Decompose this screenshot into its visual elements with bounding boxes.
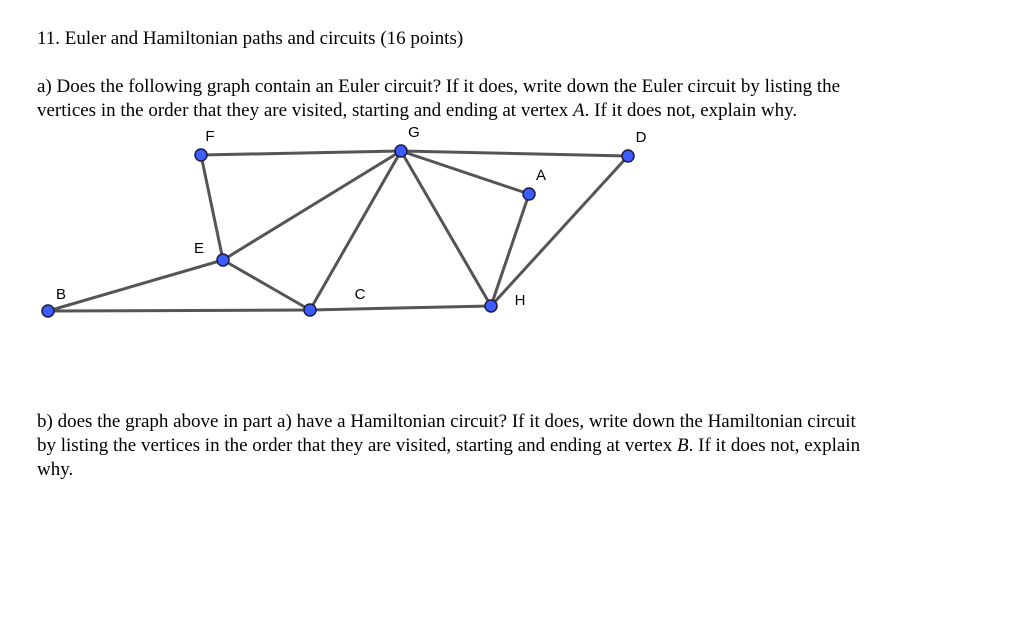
vertex-a — [523, 188, 535, 200]
part-a-start-vertex: A — [573, 100, 585, 121]
vertex-label-h: H — [514, 292, 526, 309]
question-title: 11. Euler and Hamiltonian paths and circuits (16 points) — [37, 28, 464, 49]
part-b-line-2-start: by listing the vertices in the order that they are visited, starting and ending at vertex — [37, 435, 678, 456]
part-a-line-2-end: . If it does not, explain why. — [584, 100, 798, 121]
vertex-f — [195, 149, 207, 161]
part-b-line-2 — [37, 434, 977, 458]
edge-g-d — [401, 151, 628, 156]
vertex-label-a: A — [535, 167, 547, 184]
edge-f-e — [201, 155, 223, 260]
edge-e-b — [48, 260, 223, 311]
vertex-label-g: G — [408, 124, 420, 141]
edge-g-h — [401, 151, 491, 306]
vertex-label-c: C — [354, 286, 366, 303]
vertex-c — [304, 304, 316, 316]
part-b-line-3: why. — [37, 459, 74, 480]
part-b-line-2-end: . If it does not, explain — [688, 435, 861, 456]
edge-a-h — [491, 194, 529, 306]
vertex-label-b: B — [55, 286, 67, 303]
edge-b-c — [48, 310, 310, 311]
vertex-d — [622, 150, 634, 162]
vertex-e — [217, 254, 229, 266]
edge-g-a — [401, 151, 529, 194]
vertex-g — [395, 145, 407, 157]
vertex-label-d: D — [635, 129, 647, 146]
edge-c-h — [310, 306, 491, 310]
vertex-label-f: F — [205, 128, 215, 145]
part-a-line-2-start: vertices in the order that they are visited, starting and ending at vertex — [37, 100, 574, 121]
edge-e-g — [223, 151, 401, 260]
vertex-b — [42, 305, 54, 317]
edge-f-g — [201, 151, 401, 155]
edge-e-c — [223, 260, 310, 310]
part-b-line-1: b) does the graph above in part a) have a Hamiltonian circuit? If it does, write down the Hamiltonian circuit — [37, 411, 856, 432]
vertex-h — [485, 300, 497, 312]
part-b-start-vertex: B — [677, 435, 689, 456]
part-a-line-1: a) Does the following graph contain an Euler circuit? If it does, write down the Euler circuit by listing the — [37, 76, 841, 97]
edge-h-d — [491, 156, 628, 306]
part-b-prompt — [37, 410, 977, 482]
vertex-label-e: E — [193, 240, 205, 257]
